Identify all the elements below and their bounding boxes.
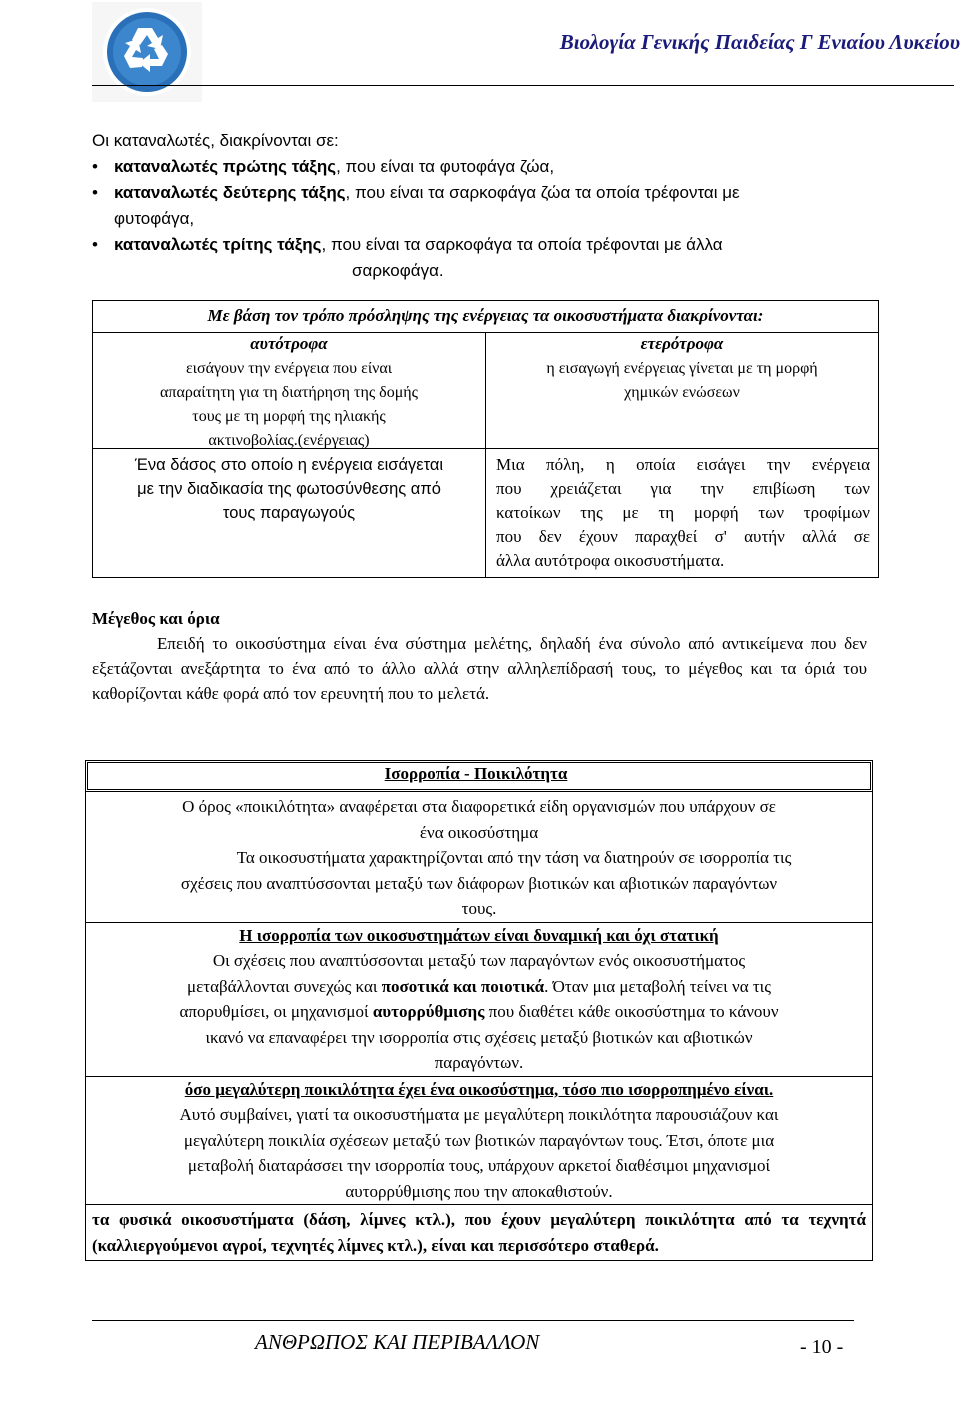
text-line: τους με τη μορφή της ηλιακής bbox=[192, 408, 386, 425]
balance-body bbox=[85, 792, 873, 1261]
size-section-paragraph: Επειδή το οικοσύστημα είναι ένα σύστημα μελέτης, δηλαδή ένα σύνολο από αντικείμενα που δεν εξετάζονται ανεξάρτητα το ένα από το άλλο αλλά στην αλληλεπίδρασή τους, το μέγεθος και τα όριά του καθορίζονται κάθε φορά από τον ερευνητή που το μελετά. bbox=[92, 634, 867, 703]
consumers-section bbox=[92, 128, 867, 284]
text-line: Οι σχέσεις που αναπτύσσονται μεταξύ των παραγόντων ενός οικοσυστήματος bbox=[212, 951, 746, 970]
text-line: αυτορρύθμισης που την αποκαθιστούν. bbox=[345, 1181, 613, 1201]
diversity-definition bbox=[86, 792, 872, 845]
text-line: Αυτό συμβαίνει, γιατί τα οικοσυστήματα με μεγαλύτερη ποικιλότητα παρουσιάζουν και bbox=[179, 1105, 779, 1124]
list-item-text: , που είναι τα σαρκοφάγα τα οποία τρέφονται με άλλα bbox=[321, 235, 723, 254]
text-line: κατοίκων της με τη μορφή των τροφίμων bbox=[496, 503, 870, 522]
list-item-text: , που είναι τα σαρκοφάγα ζώα τα οποία τρέφονται με bbox=[345, 183, 740, 202]
heterotrophic-column bbox=[486, 333, 878, 577]
footer-title: ΑΝΘΡΩΠΟΣ ΚΑΙ ΠΕΡΙΒΑΛΛΟΝ bbox=[255, 1330, 540, 1354]
text-span: απορυθμίσει, οι μηχανισμοί bbox=[179, 1002, 373, 1021]
text-line: μεταβολή διαταράσσει την ισορροπία τους, υπάρχουν αρκετοί διαθέσιμοι μηχανισμοί bbox=[187, 1156, 771, 1175]
text-span: . Όταν μια μεταβολή τείνει να τις bbox=[544, 976, 771, 996]
autotrophic-example bbox=[93, 449, 485, 525]
list-item-term: καταναλωτές τρίτης τάξης bbox=[114, 235, 322, 254]
list-item-continuation: φυτοφάγα, bbox=[114, 209, 195, 228]
text-line: σχέσεις που αναπτύσσονται μεταξύ των διάφορων βιοτικών και αβιοτικών παραγόντων bbox=[180, 873, 778, 893]
text-line: απαραίτητη για τη διατήρηση της δομής bbox=[160, 384, 418, 401]
text-line: χημικών ενώσεων bbox=[624, 384, 740, 401]
text-line: Ένα δάσος στο οποίο η ενέργεια εισάγεται bbox=[134, 456, 444, 474]
balance-paragraph bbox=[86, 845, 872, 922]
text-line: Τα οικοσυστήματα χαρακτηρίζονται από την τάση να διατηρούν σε ισορροπία τις bbox=[236, 848, 792, 867]
text-line: που χρειάζεται για την επιβίωση των bbox=[496, 479, 870, 498]
text-line bbox=[86, 999, 872, 1025]
balance-title: Ισορροπία - Ποικιλότητα bbox=[384, 764, 568, 783]
list-item-term: καταναλωτές πρώτης τάξης bbox=[114, 157, 337, 176]
header-title: Βιολογία Γενικής Παιδείας Γ Ενιαίου Λυκείου bbox=[559, 30, 960, 54]
text-line: ακτινοβολίας.(ενέργειας) bbox=[208, 432, 370, 449]
header-rule bbox=[92, 85, 954, 86]
page-number: - 10 - bbox=[800, 1336, 844, 1358]
text-line: τους. bbox=[461, 899, 497, 918]
list-item bbox=[92, 232, 867, 258]
text-line: Μια πόλη, η οποία εισάγει την ενέργεια bbox=[496, 455, 870, 474]
autotrophic-column bbox=[93, 333, 486, 577]
text-line: ένα οικοσύστημα bbox=[419, 822, 539, 842]
text-line bbox=[86, 974, 872, 1000]
text-span: που διαθέτει κάθε οικοσύστημα το κάνουν bbox=[484, 1002, 779, 1021]
text-line: μεγαλύτερη ποικιλία σχέσεων μεταξύ των βιοτικών παραγόντων τους. Έτσι, όποτε μια bbox=[183, 1130, 775, 1150]
conclusion-block bbox=[86, 1204, 872, 1260]
list-item-term: καταναλωτές δεύτερης τάξης bbox=[114, 183, 346, 202]
list-item-text: , που είναι τα φυτοφάγα ζώα, bbox=[336, 157, 555, 176]
dynamic-balance-block bbox=[86, 922, 872, 1076]
text-line: ικανό να επαναφέρει την ισορροπία στις σχέσεις μεταξύ βιοτικών και αβιοτικών bbox=[205, 1027, 753, 1047]
diversity-block bbox=[86, 1076, 872, 1205]
energy-table-heading: Με βάση τον τρόπο πρόσληψης της ενέργειας τα οικοσυστήματα διακρίνονται: bbox=[93, 301, 878, 333]
heterotrophic-example bbox=[486, 449, 878, 573]
diversity-title: όσο μεγαλύτερη ποικιλότητα έχει ένα οικοσύστημα, τόσο πιο ισορροπημένο είναι. bbox=[184, 1079, 774, 1099]
energy-table bbox=[92, 300, 879, 578]
recycling-icon bbox=[92, 2, 202, 102]
heterotrophic-heading: ετερότροφα bbox=[640, 334, 724, 353]
text-span: μεταβάλλονται συνεχώς και bbox=[187, 976, 382, 996]
bold-term: αυτορρύθμισης bbox=[372, 1002, 485, 1021]
heterotrophic-definition bbox=[486, 357, 878, 449]
text-line: παραγόντων. bbox=[434, 1053, 524, 1072]
size-section bbox=[92, 606, 867, 706]
table-row-divider bbox=[93, 448, 878, 449]
autotrophic-heading: αυτότροφα bbox=[250, 334, 328, 353]
text-line: η εισαγωγή ενέργειας γίνεται με τη μορφή bbox=[546, 360, 818, 377]
footer-rule bbox=[92, 1320, 854, 1321]
text-line: άλλα αυτότροφα οικοσυστήματα. bbox=[496, 551, 725, 570]
consumers-intro: Οι καταναλωτές, διακρίνονται σε: bbox=[92, 131, 339, 150]
autotrophic-definition bbox=[93, 357, 485, 449]
text-line: που δεν έχουν παραχθεί σ' αυτήν αλλά σε bbox=[496, 527, 870, 546]
bold-term: ποσοτικά και ποιοτικά bbox=[381, 976, 545, 996]
conclusion-text: τα φυσικά οικοσυστήματα (δάση, λίμνες κτλ.), που έχουν μεγαλύτερη ποικιλότητα από τα τεχνητά (καλλιεργούμενοι αγροί, τεχνητές λίμνες κτλ.), είναι και περισσότερο σταθερά. bbox=[92, 1210, 866, 1255]
list-item bbox=[92, 180, 867, 206]
balance-box bbox=[85, 760, 875, 1270]
text-line: με την διαδικασία της φωτοσύνθεσης από bbox=[137, 480, 441, 498]
dynamic-balance-title: Η ισορροπία των οικοσυστημάτων είναι δυναμική και όχι στατική bbox=[239, 925, 719, 945]
list-item bbox=[92, 154, 867, 180]
size-section-title: Μέγεθος και όρια bbox=[92, 609, 220, 628]
text-line: τους παραγωγούς bbox=[222, 504, 356, 522]
text-line: εισάγουν την ενέργεια που είναι bbox=[185, 360, 393, 377]
text-line: Ο όρος «ποικιλότητα» αναφέρεται στα διαφορετικά είδη οργανισμών που υπάρχουν σε bbox=[182, 797, 776, 816]
list-item-continuation: σαρκοφάγα. bbox=[352, 261, 444, 280]
